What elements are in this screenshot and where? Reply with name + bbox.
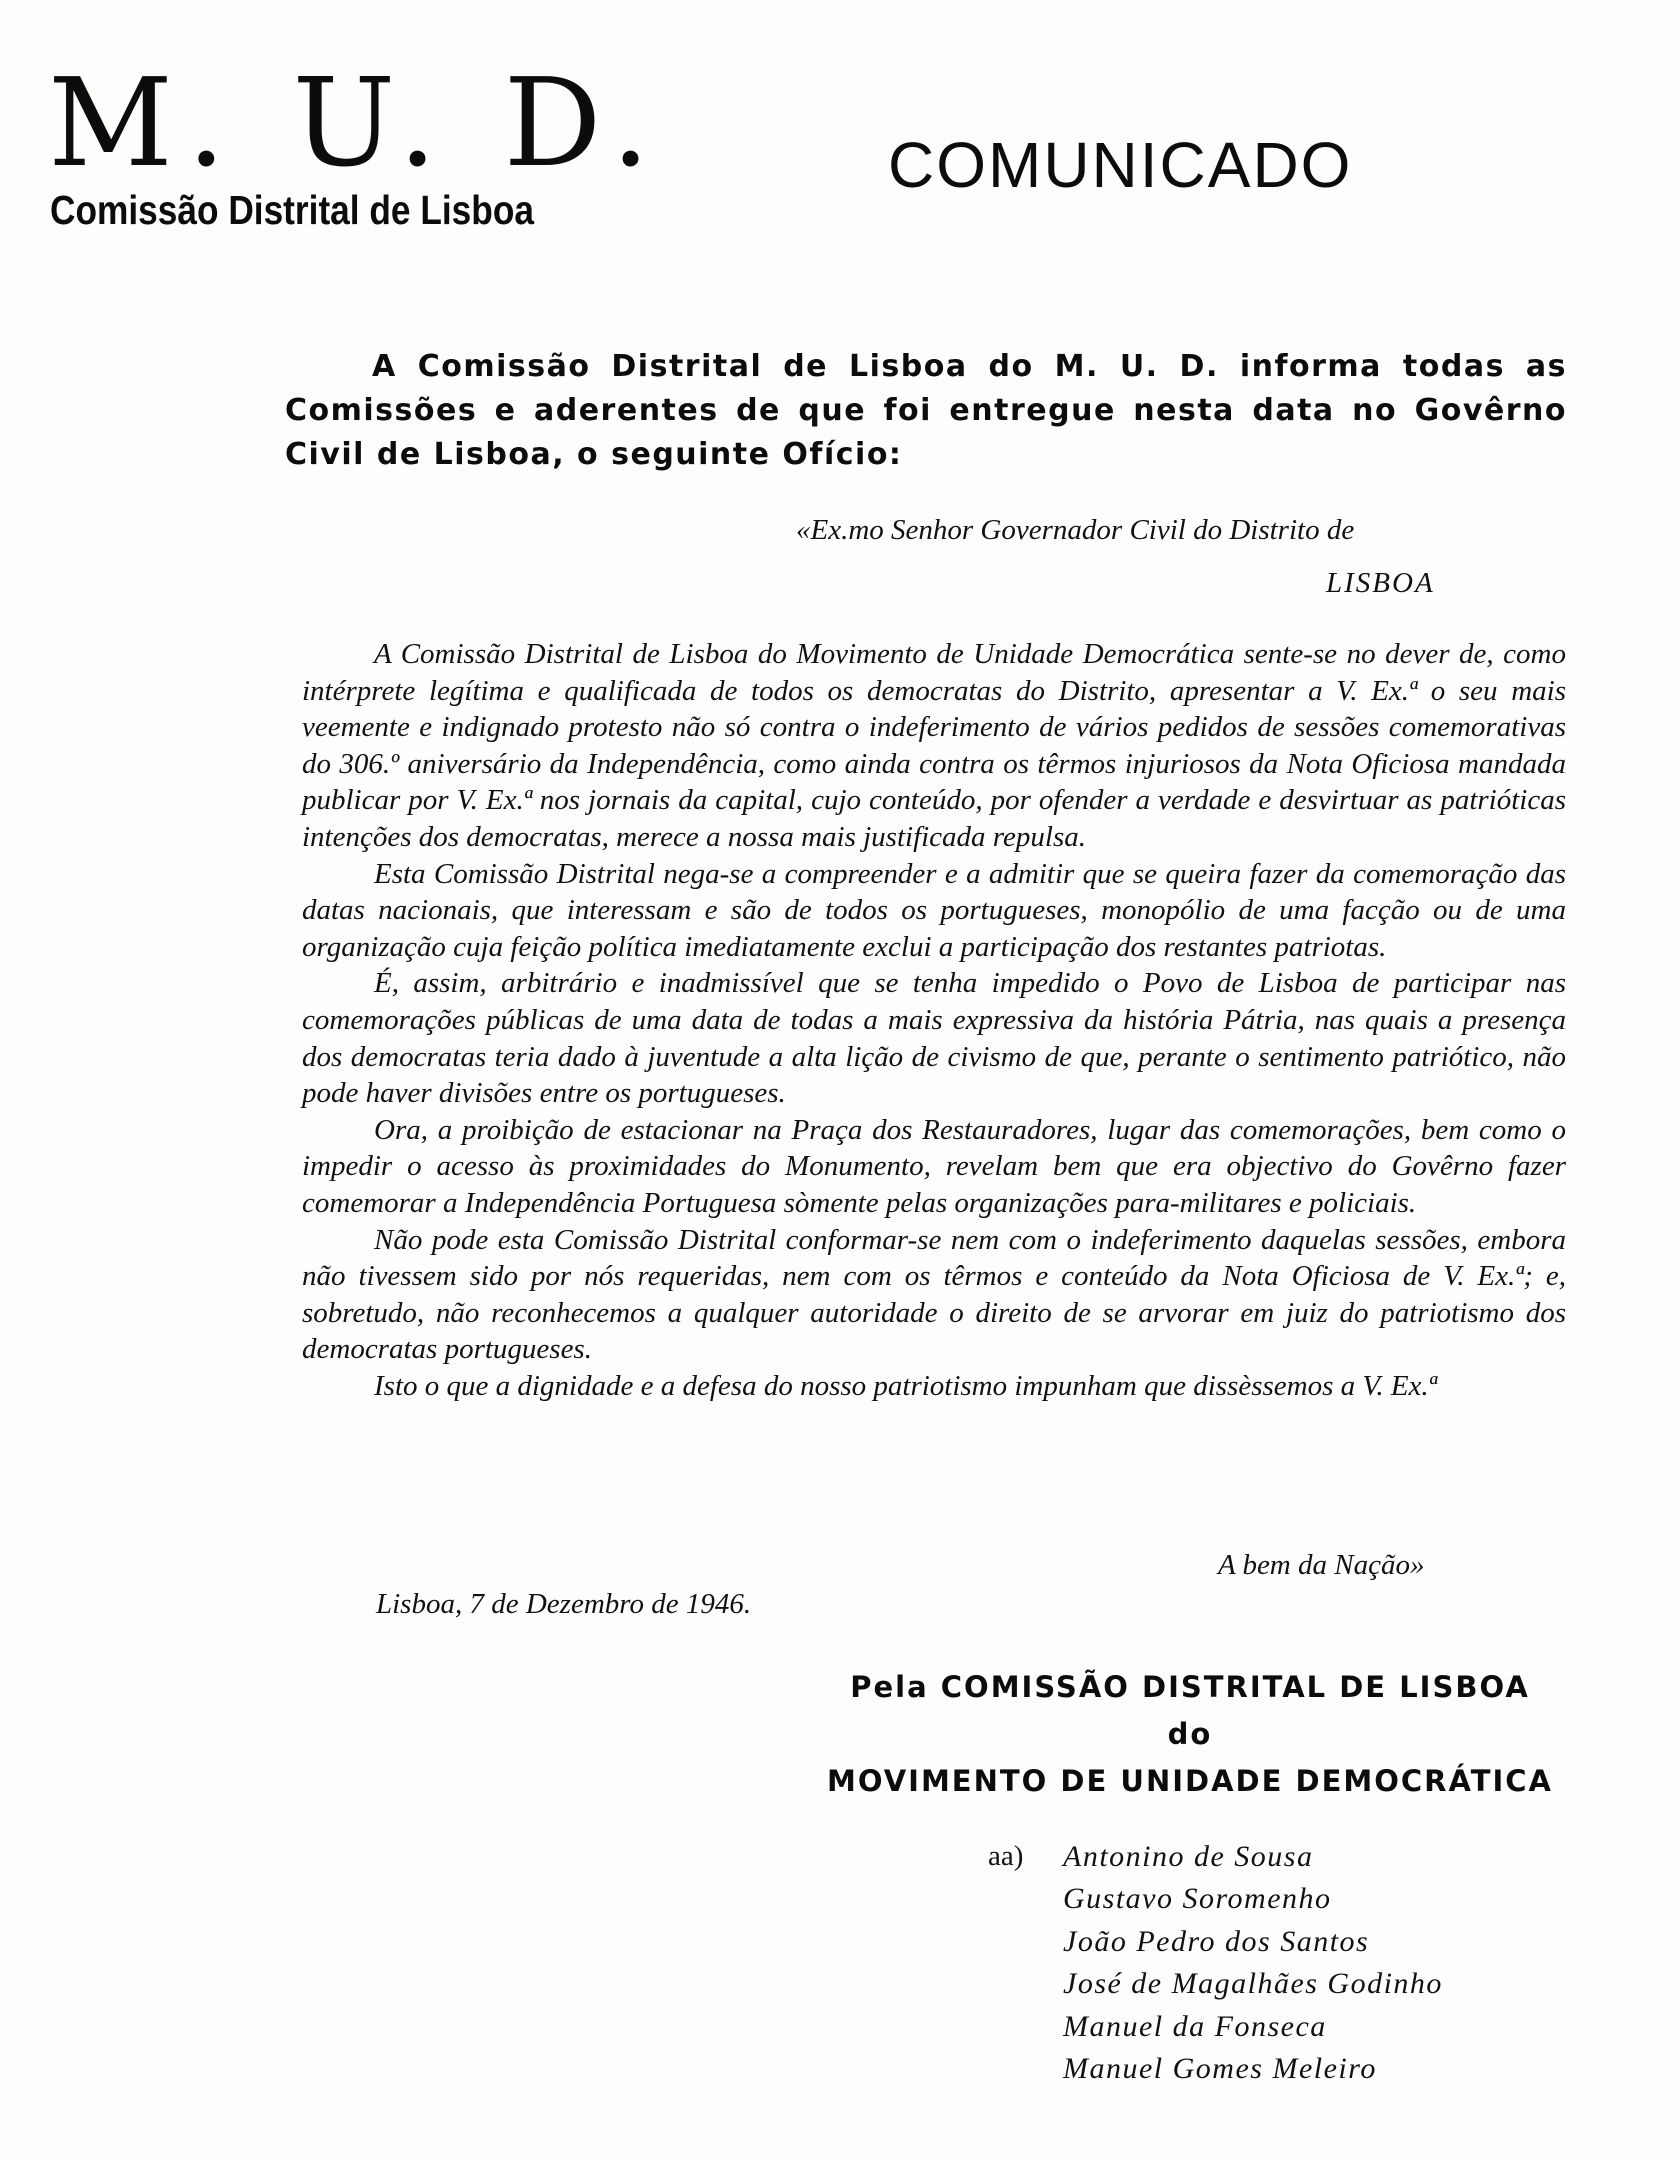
signatory-name: Antonino de Sousa bbox=[1063, 1840, 1314, 1873]
signatories-label: aa) bbox=[988, 1840, 1024, 1872]
organization-title: M. U. D. bbox=[48, 52, 664, 194]
letter-paragraph: Esta Comissão Distrital nega-se a compreender e a admitir que se queira fazer da comemoração das datas nacionais, que interessam e são de todos os portugueses, monopólio de uma facção ou de uma organização cuja feição política imediatamente exclui a participação dos restantes patriotas. bbox=[302, 857, 1566, 963]
signatory-name: João Pedro dos Santos bbox=[1063, 1924, 1370, 1958]
letter-closing: A bem da Nação» bbox=[1218, 1549, 1425, 1581]
letter-paragraph: Não pode esta Comissão Distrital conformar-se nem com o indeferimento daquelas sessões, embora não tivessem sido por nós requeridas, nem com os têrmos e conteúdo da Nota Oficiosa de V. Ex.ª; e, sobretudo, não reconhecemos a qualquer autoridade o direito de se arvorar em juiz do patriotismo dos democratas portugueses. bbox=[302, 1223, 1566, 1366]
intro-paragraph: A Comissão Distrital de Lisboa do M. U. D. informa todas as Comissões e aderentes de que foi entregue nesta data no Govêrno Civil de Lisboa, o seguinte Ofício: bbox=[285, 349, 1567, 472]
letter-paragraph: Ora, a proibição de estacionar na Praça dos Restauradores, lugar das comemorações, bem como o impedir o acesso às proximidades do Monumento, revelam bem que era objectivo do Govêrno fazer comemorar a Independência Portuguesa sòmente pelas organizações para-militares e policiais. bbox=[302, 1113, 1566, 1219]
signatory-name: Manuel Gomes Meleiro bbox=[1063, 2052, 1377, 2086]
letter-recipient-city: LISBOA bbox=[1326, 567, 1435, 599]
signatory-name: José de Magalhães Godinho bbox=[1063, 1967, 1443, 2001]
signature-line-1: Pela COMISSÃO DISTRITAL DE LISBOA bbox=[850, 1670, 1530, 1704]
signatory-name: Manuel da Fonseca bbox=[1063, 2009, 1327, 2043]
document-title: COMUNICADO bbox=[888, 129, 1353, 201]
signature-line-2: do bbox=[1167, 1717, 1213, 1751]
letter-paragraph: A Comissão Distrital de Lisboa do Movimento de Unidade Democrática sente-se no dever de, como intérprete legítima e qualificada de todos os democratas do Distrito, apresentar a V. Ex.ª o seu mais veemente e indignado protesto não só contra o indeferimento de vários pedidos de sessões comemorativas do 306.º aniversário da Independência, como ainda contra os têrmos injuriosos da Nota Oficiosa mandada publicar por V. Ex.ª nos jornais da capital, cujo conteúdo, por ofender a verdade e desvirtuar as patrióticas intenções dos democratas, merece a nossa mais justificada repulsa. bbox=[302, 638, 1566, 853]
signatories-list bbox=[1063, 1836, 1443, 2090]
signatory-name: Gustavo Soromenho bbox=[1063, 1882, 1332, 1916]
letter-date: Lisboa, 7 de Dezembro de 1946. bbox=[376, 1588, 752, 1620]
letter-paragraph: Isto o que a dignidade e a defesa do nosso patriotismo impunham que dissèssemos a V. Ex.ª bbox=[374, 1369, 1437, 1402]
organization-subtitle: Comissão Distrital de Lisboa bbox=[50, 187, 534, 233]
signature-heading bbox=[800, 1664, 1580, 1805]
letter-salutation: «Ex.mo Senhor Governador Civil do Distrito de bbox=[796, 514, 1355, 546]
letter-paragraph: É, assim, arbitrário e inadmissível que se tenha impedido o Povo de Lisboa de participar nas comemorações públicas de uma data de todas a mais expressiva da história Pátria, nas quais a presença dos democratas teria dado à juventude a alta lição de civismo de que, perante o sentimento patriótico, não pode haver divisões entre os portugueses. bbox=[302, 967, 1566, 1110]
letter-body bbox=[302, 636, 1566, 1404]
signature-line-3: MOVIMENTO DE UNIDADE DEMOCRÁTICA bbox=[826, 1764, 1553, 1798]
